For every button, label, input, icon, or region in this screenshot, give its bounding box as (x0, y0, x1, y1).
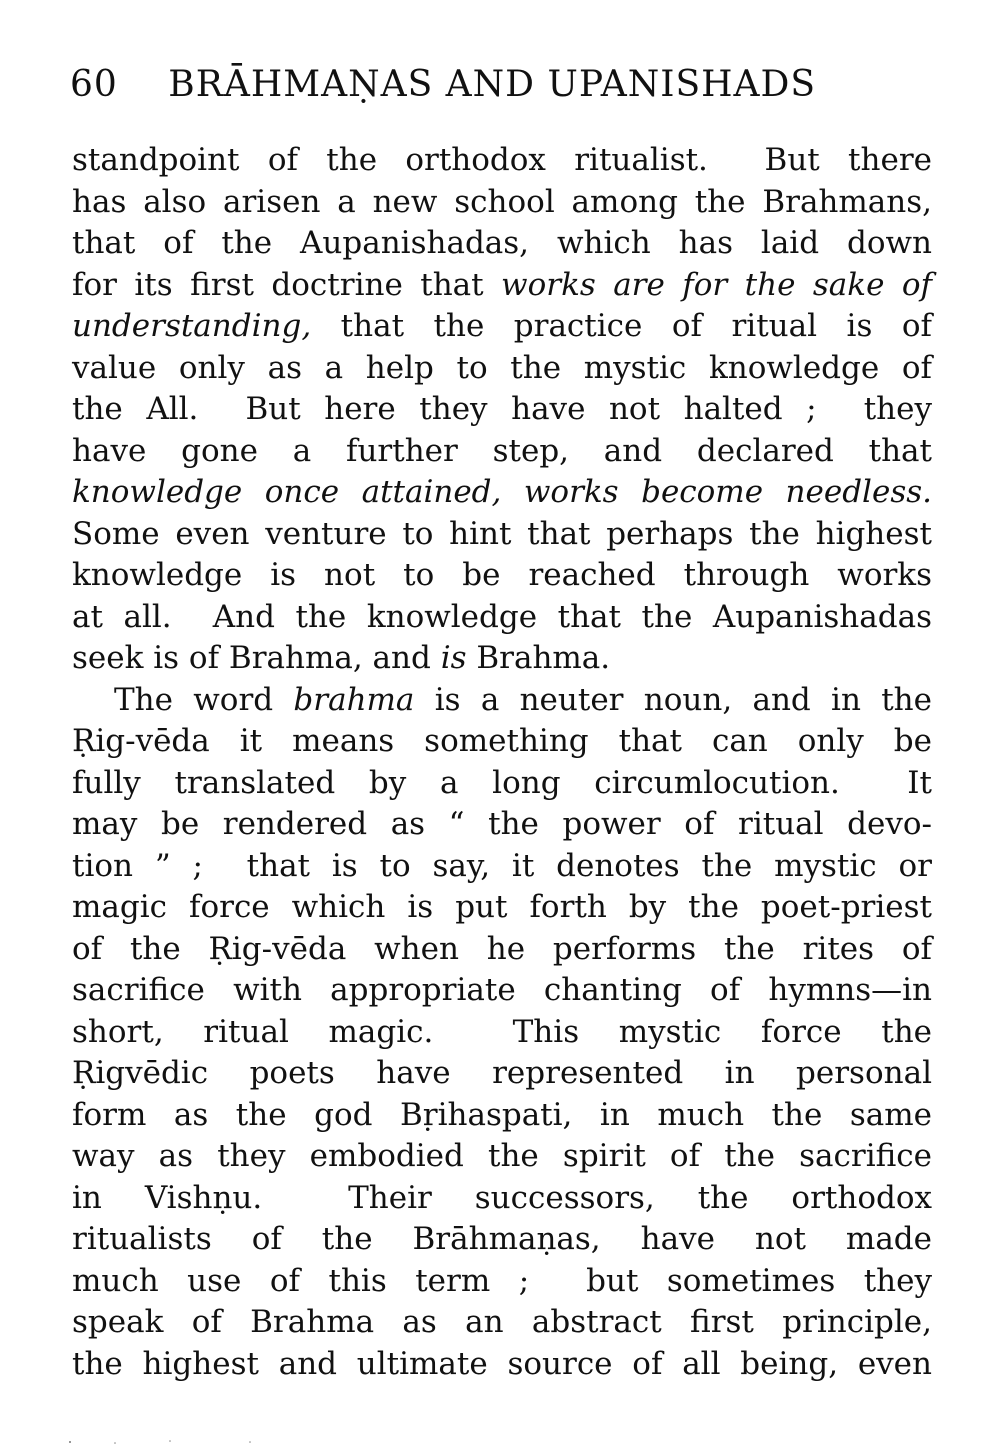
text-segment: the highest and ultimate source of all being, even (72, 1345, 932, 1382)
text-segment: for its first doctrine that (72, 266, 502, 303)
text-segment: knowledge is not to be reached through works (72, 557, 932, 593)
text-line (72, 223, 932, 265)
text-line (72, 514, 932, 556)
text-line (72, 846, 932, 888)
text-line (72, 1219, 932, 1261)
text-segment: form as the god Bṛihaspati, in much the same (72, 1096, 932, 1133)
text-line (72, 555, 932, 597)
text-line (72, 1344, 932, 1386)
text-line (72, 597, 932, 639)
text-line (72, 1302, 932, 1344)
text-line (72, 472, 932, 514)
text-segment: have gone a further step, and declared that (72, 432, 932, 469)
text-line (72, 1053, 932, 1095)
text-line (72, 763, 932, 805)
text-segment: Ṛigvēdic poets have represented in personal (72, 1055, 932, 1091)
text-line (72, 638, 932, 680)
text-segment: short, ritual magic. This mystic force the (72, 1013, 932, 1050)
italic-text: brahma (293, 681, 415, 718)
italic-text: is (440, 640, 467, 676)
text-segment: ritualists of the Brāhmaṇas, have not made (72, 1221, 932, 1257)
italic-text: knowledge once attained, works become needless. (72, 474, 932, 510)
text-segment: that the practice of ritual is of (311, 308, 932, 344)
text-segment: value only as a help to the mystic knowledge of (72, 349, 932, 386)
text-line (72, 1136, 932, 1178)
text-line (72, 389, 932, 431)
text-line (72, 804, 932, 846)
text-line (72, 680, 932, 722)
text-segment: Brahma. (466, 640, 611, 676)
text-segment: the All. But here they have not halted ; they (72, 391, 932, 427)
text-line (72, 929, 932, 971)
text-line (72, 306, 932, 348)
running-title: BRĀHMAṆAS AND UPANISHADS (168, 64, 817, 105)
text-line (72, 140, 932, 182)
text-segment: fully translated by a long circumlocution. It (72, 764, 932, 801)
page-number: 60 (70, 64, 118, 105)
text-line (72, 887, 932, 929)
text-segment: at all. And the knowledge that the Aupanishadas (72, 598, 932, 635)
text-segment: is a neuter noun, and in the (414, 681, 932, 718)
text-segment: sacrifice with appropriate chanting of hymns—in (72, 972, 932, 1008)
italic-text: works are for the sake of (501, 266, 932, 303)
text-segment: The word (114, 681, 294, 718)
text-segment: speak of Brahma as an abstract first principle, (72, 1304, 932, 1340)
text-segment: Ṛig-vēda it means something that can only be (72, 723, 932, 759)
text-line (72, 1012, 932, 1054)
body-text (72, 140, 932, 1385)
text-segment: of the Ṛig-vēda when he performs the rites of (72, 930, 932, 967)
text-line (72, 970, 932, 1012)
text-segment: standpoint of the orthodox ritualist. But there (72, 142, 932, 178)
text-line (72, 1095, 932, 1137)
text-segment: may be rendered as “ the power of ritual devo- (72, 806, 932, 842)
text-line (72, 348, 932, 390)
text-line (72, 721, 932, 763)
text-segment: Some even venture to hint that perhaps the highest (72, 515, 932, 552)
text-segment: has also arisen a new school among the Brahmans, (72, 183, 932, 220)
text-line (72, 182, 932, 224)
text-segment: seek is of Brahma, and (72, 640, 441, 676)
text-segment: much use of this term ; but sometimes they (72, 1262, 932, 1299)
scan-specks (60, 1438, 280, 1446)
text-line (72, 1178, 932, 1220)
text-segment: magic force which is put forth by the poet-priest (72, 889, 932, 925)
text-line (72, 1261, 932, 1303)
text-segment: tion ” ; that is to say, it denotes the mystic or (72, 847, 932, 884)
text-segment: in Vishṇu. Their successors, the orthodox (72, 1179, 932, 1216)
italic-text: understanding, (72, 308, 312, 344)
running-head (70, 60, 930, 110)
text-line (72, 265, 932, 307)
text-segment: that of the Aupanishadas, which has laid down (72, 225, 932, 261)
text-segment: way as they embodied the spirit of the sacrifice (72, 1138, 932, 1174)
text-line (72, 431, 932, 473)
